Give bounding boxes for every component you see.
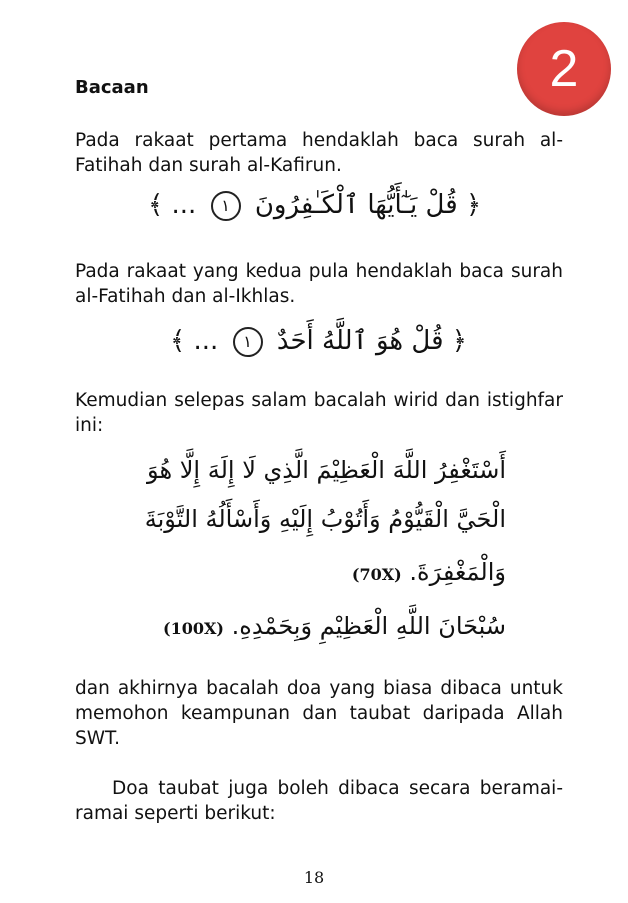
tasbih-text: سُبْحَانَ اللَّهِ الْعَظِيْمِ وَبِحَمْدِهِ. — [231, 612, 506, 640]
verse-text: قُلْ هُوَ ٱللَّهُ أَحَدٌ — [276, 326, 444, 356]
verse-ellipsis: ... — [171, 190, 197, 220]
istighfar-line-2: الْحَيَّ الْقَيُّوْمُ وَأَتُوْبُ إِلَيْهِ وَأَسْأَلُهُ التَّوْبَةَ — [144, 505, 506, 533]
paragraph-doa-taubat: Doa taubat juga boleh dibaca secara beramai-ramai seperti berikut: — [75, 778, 563, 824]
section-heading: Bacaan — [75, 77, 149, 98]
verse-close-bracket: ﴾ — [148, 190, 164, 220]
section-number: 2 — [549, 40, 579, 98]
paragraph-first-rakaat: Pada rakaat pertama hendaklah baca surah al-Fatihah dan surah al-Kafirun. — [75, 130, 563, 176]
verse-close-bracket: ﴾ — [170, 326, 186, 356]
verse-number-marker: ١ — [233, 327, 263, 357]
verse-text: قُلْ يَـٰٓأَيُّهَا ٱلْكَـٰفِرُونَ — [254, 190, 458, 220]
verse-open-bracket: ﴿ — [451, 326, 468, 356]
paragraph-doa: dan akhirnya bacalah doa yang biasa dibaca untuk memohon keampunan dan taubat daripada Allah SWT. — [75, 678, 563, 749]
paragraph-second-rakaat: Pada rakaat yang kedua pula hendaklah baca surah al-Fatihah dan al-Ikhlas. — [75, 261, 563, 307]
repeat-count-100: (100X) — [163, 619, 224, 638]
verse-number-marker: ١ — [211, 191, 241, 221]
paragraph-wirid-intro: Kemudian selepas salam bacalah wirid dan istighfar ini: — [75, 390, 563, 436]
verse-al-kafirun — [148, 190, 481, 221]
istighfar-line-3-text: وَالْمَغْفِرَةَ. — [409, 558, 506, 586]
repeat-count-70: (70X) — [351, 565, 402, 584]
section-number-badge — [517, 22, 611, 116]
page-number: 18 — [303, 868, 325, 887]
istighfar-line-1: أَسْتَغْفِرُ اللَّهَ الْعَظِيْمَ الَّذِي لَا إِلَهَ إِلَّا هُوَ — [147, 456, 506, 484]
verse-al-ikhlas — [170, 326, 467, 357]
verse-open-bracket: ﴿ — [465, 190, 482, 220]
verse-ellipsis: ... — [193, 326, 219, 356]
istighfar-line-3 — [352, 558, 506, 587]
tasbih-line — [163, 612, 506, 641]
